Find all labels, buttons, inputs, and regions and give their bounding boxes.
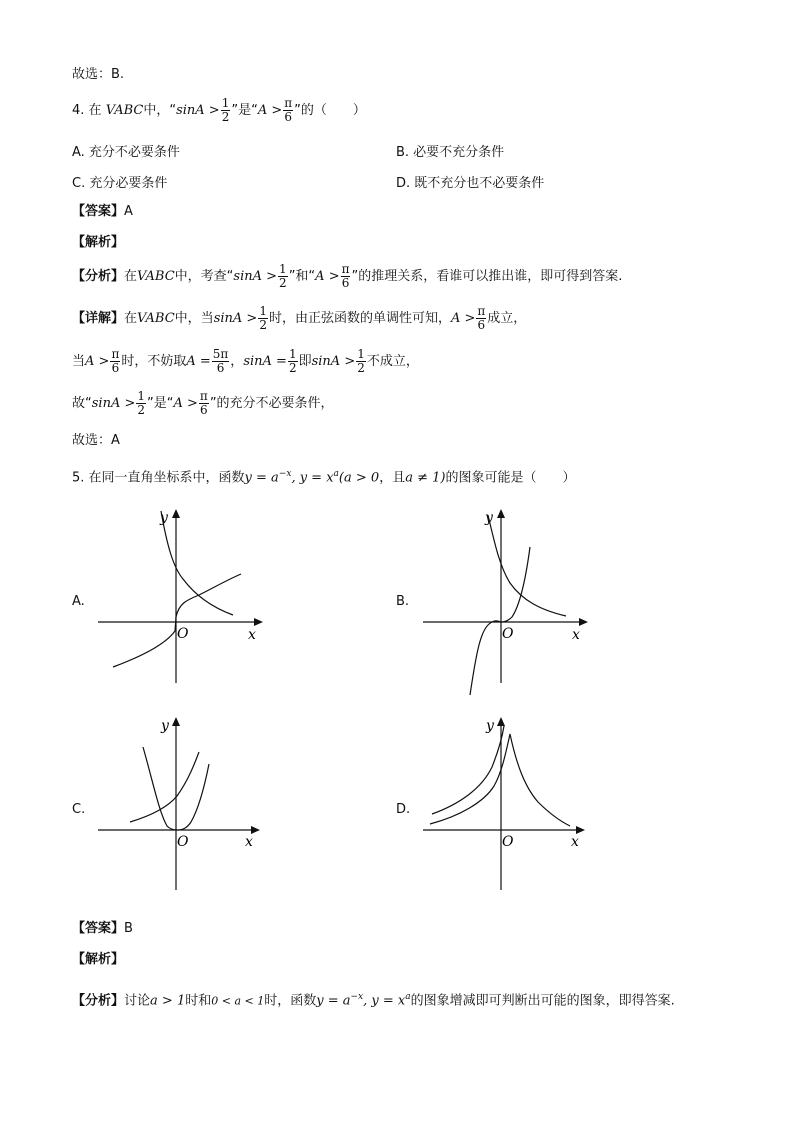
sinA: sinA > bbox=[233, 269, 278, 284]
q4-A: A > bbox=[257, 103, 283, 118]
q4-text: ”是“ bbox=[231, 103, 258, 118]
exponent: −x bbox=[278, 469, 292, 479]
fenxi-label: 【分析】 bbox=[72, 269, 125, 284]
curve-power bbox=[113, 574, 241, 667]
origin-label: O bbox=[502, 834, 514, 850]
q4-option-c: C. 充分必要条件 bbox=[72, 176, 168, 191]
y-arrow bbox=[172, 717, 180, 726]
fraction-pi6: $\frac{\pi}{6}$ bbox=[477, 304, 486, 332]
y-arrow bbox=[497, 509, 505, 518]
fraction-half: $\frac{1}{2}$ bbox=[288, 347, 297, 375]
text: 中，考查“ bbox=[174, 269, 234, 284]
text: 中，当 bbox=[174, 311, 214, 326]
fraction-half: $\frac{1}{2}$ bbox=[357, 347, 365, 375]
text: ”和“ bbox=[288, 269, 316, 284]
text: 即 bbox=[298, 354, 312, 369]
text: 时，不妨取 bbox=[121, 354, 187, 369]
text: 讨论 bbox=[124, 993, 151, 1009]
x-arrow bbox=[254, 618, 263, 626]
q4-text: 中，“ bbox=[143, 103, 177, 118]
x-label: x bbox=[572, 627, 580, 643]
text: 在 bbox=[124, 311, 138, 326]
sinA: sinA > bbox=[213, 311, 258, 326]
curve-exponential bbox=[161, 511, 233, 615]
x-label: x bbox=[248, 627, 256, 643]
prev-answer-line: 故选：B. bbox=[72, 67, 125, 82]
x-label: x bbox=[245, 834, 253, 850]
q4-text: ”的（ ） bbox=[294, 103, 366, 118]
text: ”的充分不必要条件， bbox=[209, 396, 334, 411]
graph-b bbox=[420, 505, 590, 700]
xiangjie-label: 【详解】 bbox=[72, 311, 125, 326]
text: 当 bbox=[72, 354, 86, 369]
sinA: sinA > bbox=[311, 354, 356, 369]
text: ， bbox=[230, 354, 244, 369]
fenxi-line-4 bbox=[72, 262, 622, 292]
xiangjie-line-4 bbox=[72, 304, 526, 334]
text: 的图象增减即可判断出可能的图象，即得答案. bbox=[410, 993, 675, 1009]
analysis-label: 【解析】 bbox=[72, 235, 125, 250]
A-eq: A = bbox=[186, 354, 211, 369]
fraction-half: $\frac{1}{2}$ bbox=[137, 389, 146, 417]
q4-option-b: B. 必要不充分条件 bbox=[396, 145, 505, 160]
func-2: , y = x bbox=[363, 993, 406, 1009]
analysis-label-4 bbox=[72, 234, 124, 252]
text: 时和 bbox=[185, 993, 212, 1009]
text: ，且 bbox=[379, 470, 406, 486]
graph-label-b: B. bbox=[396, 594, 410, 609]
analysis-label-5 bbox=[72, 951, 124, 969]
condition: (a > 0 bbox=[338, 470, 380, 486]
A: A > bbox=[315, 269, 340, 284]
q4-option-a: A. 充分不必要条件 bbox=[72, 145, 180, 160]
y-arrow bbox=[172, 509, 180, 518]
fenxi-line-5 bbox=[72, 988, 675, 1010]
text: 5. 在同一直角坐标系中，函数 bbox=[72, 470, 245, 486]
A: A > bbox=[450, 311, 476, 326]
A: A > bbox=[173, 396, 198, 411]
graph-label-a: A. bbox=[72, 594, 85, 609]
cond-2: 0 < a < 1 bbox=[211, 994, 265, 1008]
final-choice-4: 故选：A bbox=[72, 433, 120, 448]
graph-label-c: C. bbox=[72, 802, 86, 817]
curve-power bbox=[470, 547, 530, 695]
fraction-pi6: $\frac{\pi}{6}$ bbox=[284, 96, 293, 124]
q4-prefix: 4. 在 bbox=[72, 103, 102, 118]
answer-value: B bbox=[124, 921, 133, 936]
y-label: y bbox=[160, 510, 168, 526]
detail-line-2 bbox=[72, 347, 419, 377]
exponent: a bbox=[333, 469, 339, 479]
answer-line-5 bbox=[72, 920, 133, 938]
exponent: a bbox=[405, 992, 411, 1002]
graph-d bbox=[420, 712, 590, 892]
answer-value: A bbox=[124, 204, 133, 219]
x-arrow bbox=[579, 618, 588, 626]
y-label: y bbox=[486, 718, 494, 734]
A: A > bbox=[85, 354, 110, 369]
fraction-half: $\frac{1}{2}$ bbox=[221, 96, 230, 124]
fraction-5pi6: $\frac{5\pi}{6}$ bbox=[212, 347, 229, 375]
origin-label: O bbox=[177, 834, 189, 850]
text: 成立， bbox=[487, 311, 527, 326]
analysis-label: 【解析】 bbox=[72, 952, 125, 967]
func-1: y = a bbox=[316, 993, 351, 1009]
fraction-half: $\frac{1}{2}$ bbox=[259, 304, 267, 332]
func-1: y = a bbox=[244, 470, 279, 486]
answer-label: 【答案】 bbox=[72, 921, 125, 936]
fraction-pi6: $\frac{\pi}{6}$ bbox=[111, 347, 120, 375]
triangle: VABC bbox=[137, 269, 175, 284]
curve-exponential bbox=[432, 726, 504, 814]
detail-line-3 bbox=[72, 389, 334, 419]
graph-label-d: D. bbox=[396, 802, 411, 817]
text: 时，函数 bbox=[264, 993, 317, 1009]
y-arrow bbox=[497, 717, 505, 726]
q4-triangle: VABC bbox=[105, 103, 144, 118]
func-2: , y = x bbox=[291, 470, 334, 486]
origin-label: O bbox=[177, 626, 189, 642]
x-arrow bbox=[576, 826, 585, 834]
graph-c bbox=[95, 712, 265, 892]
cond-1: a > 1 bbox=[150, 993, 186, 1009]
x-arrow bbox=[251, 826, 260, 834]
y-label: y bbox=[485, 510, 493, 526]
text: 不成立， bbox=[366, 354, 419, 369]
text: 的图象可能是（ ） bbox=[445, 470, 576, 486]
origin-label: O bbox=[502, 626, 514, 642]
curve-power bbox=[430, 734, 570, 826]
fenxi-label: 【分析】 bbox=[72, 993, 125, 1009]
text: 时，由正弦函数的单调性可知， bbox=[268, 311, 451, 326]
question-5 bbox=[72, 465, 575, 487]
fraction-pi6: $\frac{\pi}{6}$ bbox=[341, 262, 350, 290]
fraction-half: $\frac{1}{2}$ bbox=[279, 262, 287, 290]
x-label: x bbox=[571, 834, 579, 850]
sinA-eq: sinA = bbox=[243, 354, 287, 369]
sinA: sinA > bbox=[91, 396, 136, 411]
question-4 bbox=[72, 96, 366, 126]
q4-option-d: D. 既不充分也不必要条件 bbox=[396, 176, 545, 191]
q4-sinA: sinA > bbox=[176, 103, 220, 118]
triangle: VABC bbox=[137, 311, 175, 326]
graph-a bbox=[95, 505, 265, 685]
fraction-pi6: $\frac{\pi}{6}$ bbox=[199, 389, 208, 417]
text: ”的推理关系，看谁可以推出谁，即可得到答案. bbox=[351, 269, 623, 284]
text: ”是“ bbox=[147, 396, 174, 411]
y-label: y bbox=[161, 718, 169, 734]
condition: a ≠ 1) bbox=[405, 470, 446, 486]
answer-line-4 bbox=[72, 203, 133, 221]
text: 故“ bbox=[72, 396, 92, 411]
exponent: −x bbox=[350, 992, 364, 1002]
curve-exponential bbox=[130, 752, 199, 822]
answer-label: 【答案】 bbox=[72, 204, 125, 219]
text: 在 bbox=[124, 269, 138, 284]
